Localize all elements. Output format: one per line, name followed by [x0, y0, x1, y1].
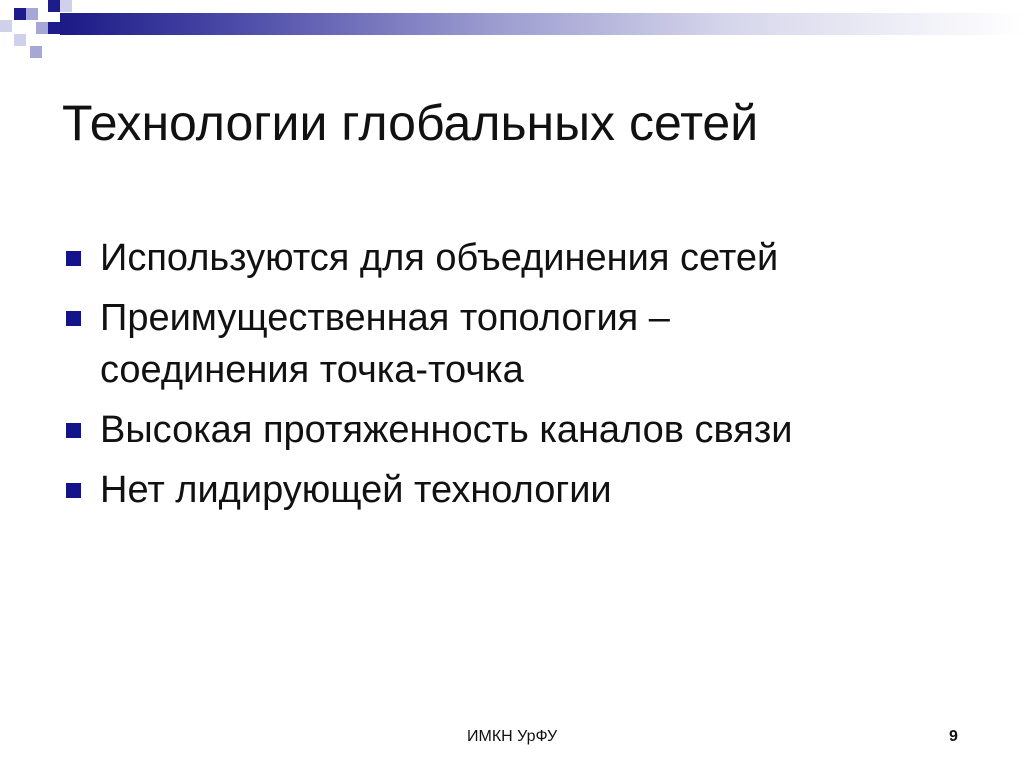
square-bullet-icon — [66, 483, 81, 498]
square-bullet-icon — [66, 423, 81, 438]
square-bullet-icon — [66, 251, 81, 266]
square-bullet-icon — [66, 311, 81, 326]
page-number: 9 — [949, 728, 958, 745]
decor-square — [36, 22, 48, 34]
bullet-item — [66, 292, 966, 396]
bullet-list — [66, 232, 966, 524]
bullet-text: Высокая протяженность каналов связи — [100, 409, 793, 451]
footer-text: ИМКН УрФУ — [467, 728, 558, 745]
bullet-item — [66, 232, 966, 284]
bullet-text: Используются для объединения сетей — [100, 237, 779, 279]
header-gradient-bar — [60, 13, 1024, 35]
decor-square — [14, 34, 26, 46]
bullet-item — [66, 404, 966, 456]
decor-square — [60, 0, 72, 12]
decor-square — [48, 0, 60, 12]
bullet-text-continuation: соединения точка-точка — [100, 349, 524, 391]
bullet-text: Преимущественная топология – — [100, 297, 670, 339]
bullet-text: Нет лидирующей технологии — [100, 469, 612, 511]
decor-square — [48, 22, 60, 34]
slide-title: Технологии глобальных сетей — [62, 95, 759, 151]
decor-square — [26, 8, 38, 20]
decor-square — [14, 8, 26, 20]
decor-square — [0, 20, 12, 32]
decor-square — [30, 46, 42, 58]
bullet-item — [66, 464, 966, 516]
